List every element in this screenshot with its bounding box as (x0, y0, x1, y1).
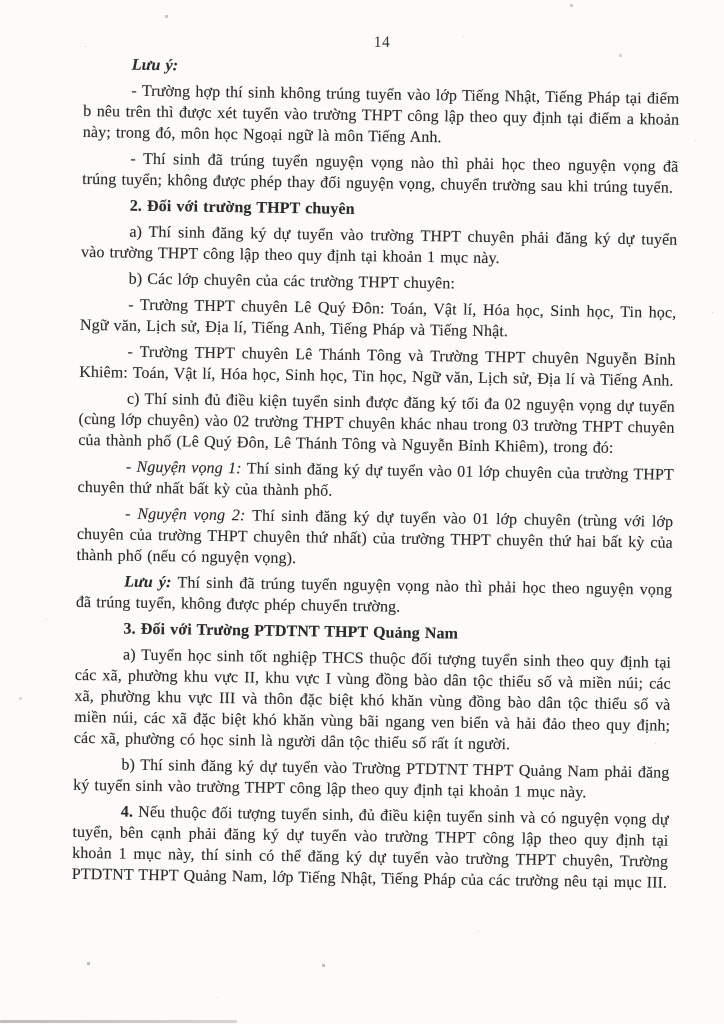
scan-noise-specks (0, 0, 1, 1)
document-body (72, 54, 680, 899)
text-segment: c) Thí sinh đủ điều kiện tuyển sinh được đăng ký tối đa 02 nguyện vọng dự tuyển (cùng lớp chuyên) vào 02 trường THPT chuyên khác nhau trong 03 trường THPT chuyên của thành phố (Lê Quý Đôn, Lê Thánh Tông và Nguyễn Bỉnh Khiêm), trong đó: (78, 390, 675, 457)
paragraph (77, 456, 674, 507)
text-segment: Lưu ý: (124, 573, 178, 592)
text-segment: 4. (120, 803, 139, 821)
paragraph (83, 80, 680, 152)
paragraph (74, 644, 671, 758)
text-segment: a) Thí sinh đăng ký dự tuyển vào trường THPT chuyên phải đăng ký dự tuyển vào trường THPT công lập theo quy định tại khoản 1 mục này. (80, 223, 678, 268)
text-segment: - Thí sinh đã trúng tuyển nguyện vọng nào thì phải học theo nguyện vọng đã trúng tuyển; không được phép thay đổi nguyện vọng, chuyển trường sau khi trúng tuyển. (82, 150, 679, 197)
text-segment: Thí sinh đăng ký dự tuyển vào 01 lớp chuyên (trùng với lớp chuyên của trường THPT chuyên thứ nhất) của trường THPT chuyên thứ hai bất kỳ của thành phố (nếu có nguyện vọng). (76, 507, 674, 568)
paragraph (78, 388, 675, 460)
text-segment: - Nguyện vọng 2: (125, 505, 253, 525)
paragraph (73, 754, 670, 805)
text-segment: Thí sinh đã trúng tuyển nguyện vọng nào thì phải học theo nguyện vọng đã trúng tuyển, không được phép chuyển trường. (75, 574, 673, 616)
text-segment: - Trường THPT chuyên Lê Thánh Tông và Trường THPT chuyên Nguyễn Bỉnh Khiêm: Toán, Vật lí, Hóa học, Sinh học, Tin học, Ngữ văn, Lịch sử, Địa lí và Tiếng Anh. (79, 343, 676, 390)
paragraph (81, 268, 677, 298)
paragraph (84, 54, 680, 84)
text-segment: Lưu ý: (131, 56, 179, 75)
paragraph (76, 571, 673, 622)
paragraph (76, 503, 673, 575)
paragraph (81, 221, 678, 272)
section-heading (75, 618, 671, 648)
page-number: 14 (373, 34, 391, 51)
scan-artifact-line (0, 1020, 237, 1023)
text-segment: 2. Đối với trường THPT chuyên (129, 197, 355, 218)
text-segment: a) Tuyển học sinh tốt nghiệp THCS thuộc đối tượng tuyển sinh theo quy định tại các xã, phường khu vực II, khu vực I vùng đồng bào dân tộc thiểu số và miền núi; các xã, phường khu vực III và thôn đặc biệt khó khăn vùng đồng bào dân tộc thiểu số và miền núi, các xã đặc biệt khó khăn vùng bãi ngang ven biển và hải đảo theo quy định; các xã, phường có học sinh là người dân tộc thiểu số rất ít người. (73, 646, 672, 754)
text-segment: Nếu thuộc đối tượng tuyển sinh, đủ điều kiện tuyển sinh và có nguyện vọng dự tuyển, bên cạnh phải đăng ký dự tuyển vào trường THPT công lập theo quy định tại khoản 1 mục này, thí sinh có thể đăng ký dự tuyển vào trường THPT chuyên, Trường PTDTNT THPT Quảng Nam, lớp Tiếng Nhật, Tiếng Pháp của các trường nêu tại mục III. (71, 803, 669, 892)
text-segment: Thí sinh đăng ký dự tuyển vào 01 lớp chuyên của trường THPT chuyên thứ nhất bất kỳ của thành phố. (77, 460, 674, 500)
text-segment: - Trường hợp thí sinh không trúng tuyển vào lớp Tiếng Nhật, Tiếng Pháp tại điểm b nêu trên thì được xét tuyển vào trường THPT công lập theo quy định tại điểm a khoản này; trong đó, môn học Ngoại ngữ là môn Tiếng Anh. (82, 82, 680, 147)
section-heading (82, 195, 678, 225)
text-segment: b) Thí sinh đăng ký dự tuyển vào Trường PTDTNT THPT Quảng Nam phải đăng ký tuyển sinh vào trường THPT công lập theo quy định tại khoản 1 mục này. (73, 756, 670, 802)
text-segment: b) Các lớp chuyên của các trường THPT chuyên: (128, 270, 456, 293)
text-segment: - Trường THPT chuyên Lê Quý Đôn: Toán, Vật lí, Hóa học, Sinh học, Tin học, Ngữ văn, Lịch sử, Địa lí, Tiếng Anh, Tiếng Pháp và Tiếng Nhật. (79, 296, 677, 341)
text-segment: - Nguyện vọng 1: (125, 458, 247, 478)
paragraph (79, 341, 676, 392)
text-segment: 3. Đối với Trường PTDTNT THPT Quảng Nam (123, 620, 459, 643)
paragraph (80, 294, 677, 345)
paragraph (82, 148, 679, 199)
paragraph (72, 801, 669, 894)
